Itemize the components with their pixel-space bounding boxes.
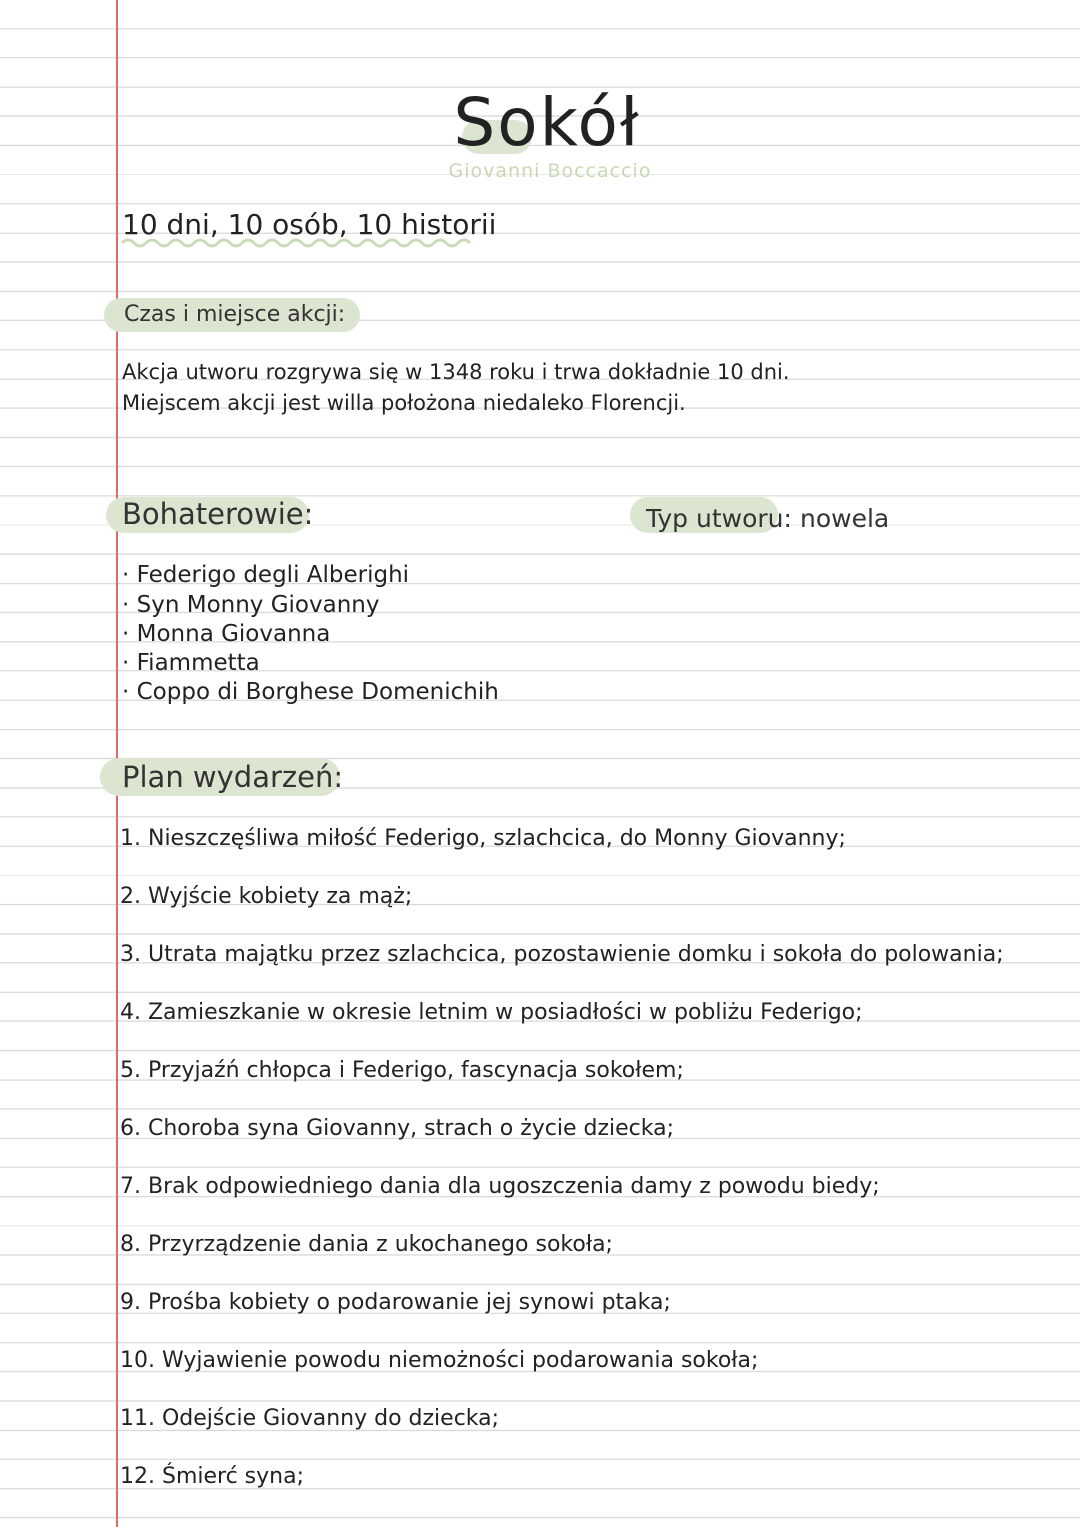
genre-value: nowela [800,504,890,533]
character-item: · Monna Giovanna [122,621,331,647]
event-item: 10. Wyjawienie powodu niemożności podarowania sokoła; [120,1348,759,1373]
subtitle: 10 dni, 10 osób, 10 historii [122,208,497,241]
event-item: 6. Choroba syna Giovanny, strach o życie dziecka; [120,1116,675,1141]
event-item: 1. Nieszczęśliwa miłość Federigo, szlachcica, do Monny Giovanny; [120,826,846,851]
character-item: · Syn Monny Giovanny [122,592,380,618]
event-item: 2. Wyjście kobiety za mąż; [120,884,413,909]
time-place-heading: Czas i miejsce akcji: [124,302,346,327]
event-item: 9. Prośba kobiety o podarowanie jej synowi ptaka; [120,1290,671,1315]
wavy-underline [120,236,480,250]
genre-label: Typ utworu: [646,504,792,533]
event-item: 5. Przyjaźń chłopca i Federigo, fascynacja sokołem; [120,1058,684,1083]
time-place-line-1: Akcja utworu rozgrywa się w 1348 roku i trwa dokładnie 10 dni. [122,360,790,384]
character-item: · Federigo degli Alberighi [122,562,410,588]
event-item: 7. Brak odpowiedniego dania dla ugoszczenia damy z powodu biedy; [120,1174,880,1199]
plan-heading: Plan wydarzeń: [122,760,344,794]
event-item: 3. Utrata majątku przez szlachcica, pozostawienie domku i sokoła do polowania; [120,942,1004,967]
event-item: 4. Zamieszkanie w okresie letnim w posiadłości w pobliżu Federigo; [120,1000,863,1025]
characters-heading: Bohaterowie: [122,497,314,531]
event-item: 12. Śmierć syna; [120,1464,304,1489]
time-place-line-2: Miejscem akcji jest willa położona niedaleko Florencji. [122,391,686,415]
event-item: 8. Przyrządzenie dania z ukochanego sokoła; [120,1232,613,1257]
character-item: · Coppo di Borghese Domenichih [122,679,499,705]
author-name: Giovanni Boccaccio [448,160,652,182]
character-item: · Fiammetta [122,650,260,676]
page-title: Sokół [453,84,641,161]
event-item: 11. Odejście Giovanny do dziecka; [120,1406,500,1431]
